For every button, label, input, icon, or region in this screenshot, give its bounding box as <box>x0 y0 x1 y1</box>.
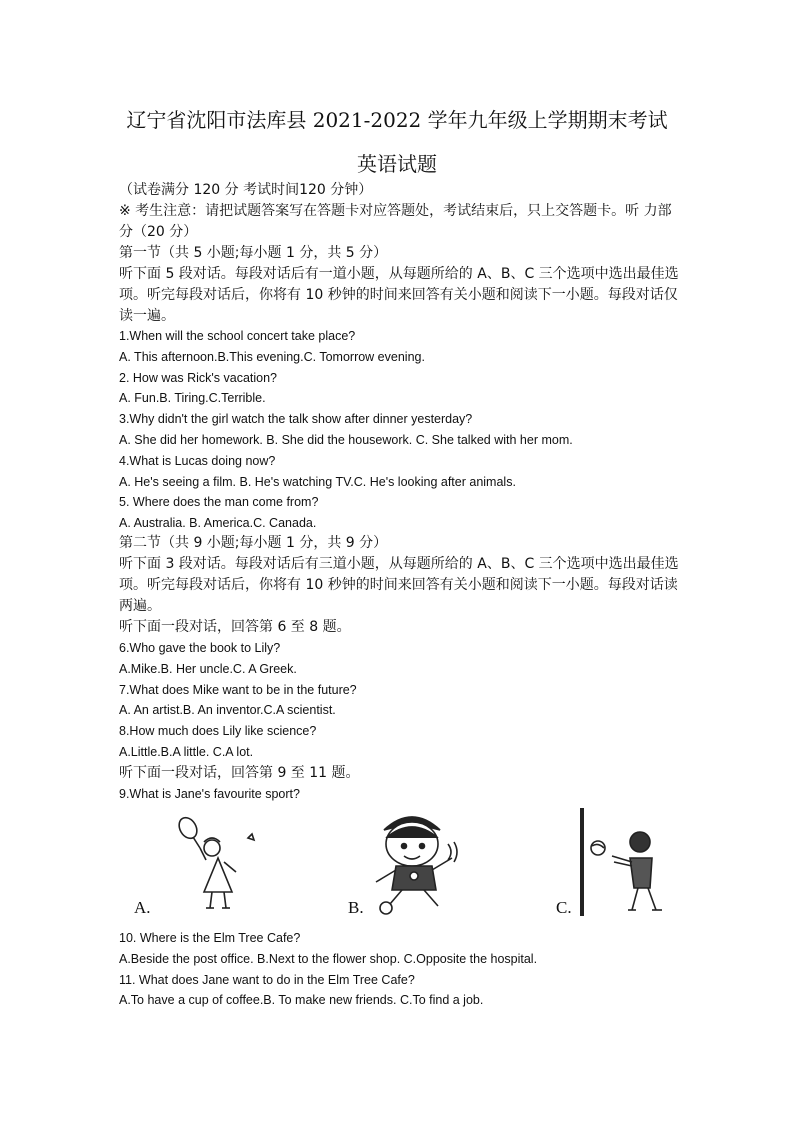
section1-instructions: 听下面 5 段对话。每段对话后有一道小题，从每题所给的 A、B、C 三个选项中选出最佳选项。听完每段对话后，你将有 10 秒钟的时间来回答有关小题和阅读下一小题。每段对话仅读一遍。 <box>119 266 679 324</box>
question-3-options: A. She did her homework. B. She did the housework. C. She talked with her mom. <box>119 432 573 447</box>
exam-notice: ※ 考生注意：请把试题答案写在答题卡对应答题处，考试结束后，只上交答题卡。听 力部分（20 分） <box>119 203 672 240</box>
question-5: 5. Where does the man come from? <box>119 495 319 510</box>
picture-letter-a: A. <box>134 898 151 917</box>
question-8: 8.How much does Lily like science? <box>119 724 317 739</box>
page-title: 辽宁省沈阳市法库县 2021-2022 学年九年级上学期期末考试 <box>126 108 668 132</box>
dialog2-header <box>119 763 679 805</box>
badminton-girl-icon <box>130 808 270 920</box>
question-7-options: A. An artist.B. An inventor.C.A scientist. <box>119 703 336 718</box>
question-4: 4.What is Lucas doing now? <box>119 453 276 468</box>
section2-heading: 第二节（共 9 小题;每小题 1 分，共 9 分） <box>119 535 388 551</box>
dialog2-questions <box>119 928 679 1011</box>
question-11: 11. What does Jane want to do in the Elm Tree Cafe? <box>119 972 415 987</box>
question-3: 3.Why didn't the girl watch the talk show after dinner yesterday? <box>119 412 473 427</box>
question-10-options: A.Beside the post office. B.Next to the flower shop. C.Opposite the hospital. <box>119 951 538 966</box>
question-4-options: A. He's seeing a film. B. He's watching TV.C. He's looking after animals. <box>119 474 516 489</box>
question-10: 10. Where is the Elm Tree Cafe? <box>119 931 301 945</box>
picture-option-c <box>552 808 680 920</box>
question-1: 1.When will the school concert take place? <box>119 329 356 343</box>
question-2-options: A. Fun.B. Tiring.C.Terrible. <box>119 391 266 406</box>
question-2: 2. How was Rick's vacation? <box>119 370 278 385</box>
question-11-options: A.To have a cup of coffee.B. To make new friends. C.To find a job. <box>119 993 484 1008</box>
section2-block <box>119 533 679 638</box>
dialog2-intro: 听下面一段对话，回答第 9 至 11 题。 <box>119 765 360 781</box>
section1-block <box>119 180 679 327</box>
soccer-boy-icon <box>340 808 490 920</box>
question-9-pictures <box>120 808 680 920</box>
exam-info: （试卷满分 120 分 考试时间120 分钟） <box>119 182 373 198</box>
dialog1-intro: 听下面一段对话，回答第 6 至 8 题。 <box>119 619 351 635</box>
volleyball-child-icon <box>552 808 680 920</box>
question-5-options: A. Australia. B. America.C. Canada. <box>119 516 317 531</box>
picture-option-a <box>130 808 270 920</box>
section1-heading: 第一节（共 5 小题;每小题 1 分，共 5 分） <box>119 245 388 261</box>
question-9: 9.What is Jane's favourite sport? <box>119 787 300 801</box>
page-subtitle: 英语试题 <box>357 152 437 176</box>
section1-questions <box>119 326 679 534</box>
question-7: 7.What does Mike want to be in the future? <box>119 682 357 697</box>
dialog1-questions <box>119 638 679 763</box>
question-1-options: A. This afternoon.B.This evening.C. Tomorrow evening. <box>119 349 425 364</box>
question-8-options: A.Little.B.A little. C.A lot. <box>119 744 254 759</box>
picture-letter-c: C. <box>556 898 572 917</box>
question-6-options: A.Mike.B. Her uncle.C. A Greek. <box>119 661 297 676</box>
picture-option-b <box>340 808 490 920</box>
picture-letter-b: B. <box>348 898 364 917</box>
section2-instructions: 听下面 3 段对话。每段对话后有三道小题，从每题所给的 A、B、C 三个选项中选出最佳选项。听完每段对话后，你将有 10 秒钟的时间来回答有关小题和阅读下一小题。每段对话读两遍。 <box>119 556 679 614</box>
question-6: 6.Who gave the book to Lily? <box>119 641 281 655</box>
